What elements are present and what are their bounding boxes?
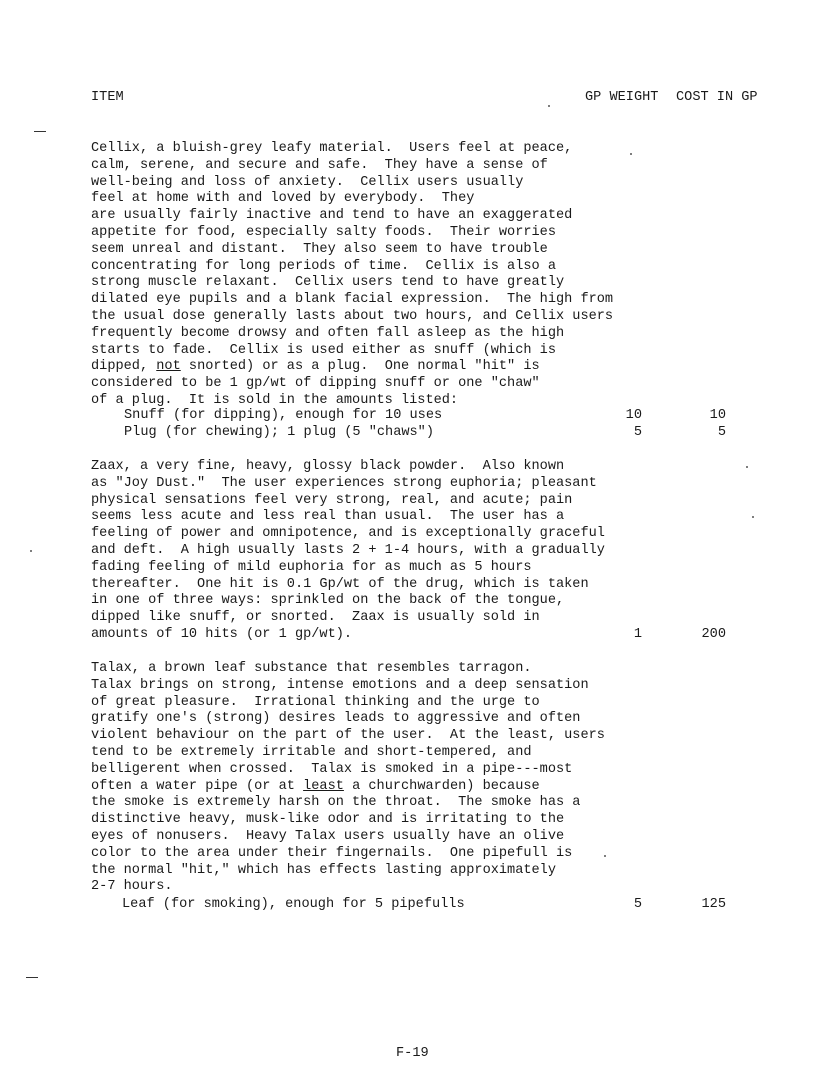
text-line: color to the area under their fingernails. One pipefull is xyxy=(91,845,573,861)
text-line: feel at home with and loved by everybody. They xyxy=(91,191,475,207)
underlined-word: least xyxy=(303,778,344,794)
text-line: feeling of power and omnipotence, and is exceptionally graceful xyxy=(91,526,605,542)
text-line: Talax, a brown leaf substance that resembles tarragon. xyxy=(91,661,532,676)
item-row xyxy=(0,408,827,425)
cost-column-header: COST IN GP xyxy=(676,90,758,105)
item-weight: 5 xyxy=(633,425,642,440)
item-row xyxy=(0,627,827,644)
text-line: distinctive heavy, musk-like odor and is irritating to the xyxy=(91,812,565,828)
text-line: fading feeling of mild euphoria for as much as 5 hours xyxy=(91,559,532,575)
text-line: starts to fade. Cellix is used either as snuff (which is xyxy=(91,342,556,358)
item-cost: 200 xyxy=(701,627,726,642)
text-line: of a plug. It is sold in the amounts listed: xyxy=(91,392,459,408)
zaax-description xyxy=(91,459,605,644)
item-column-header: ITEM xyxy=(91,90,124,105)
text-line: amounts of 10 hits (or 1 gp/wt). xyxy=(91,626,353,642)
underlined-word: not xyxy=(156,359,181,375)
text-line: and deft. A high usually lasts 2 + 1-4 hours, with a gradually xyxy=(91,542,605,558)
gp-weight-column-header: GP WEIGHT xyxy=(585,90,659,105)
scan-speck xyxy=(548,105,550,107)
text-line: concentrating for long periods of time. Cellix is also a xyxy=(91,258,556,274)
scan-mark xyxy=(34,131,46,132)
text-line: the usual dose generally lasts about two hours, and Cellix users xyxy=(91,308,614,324)
scan-speck xyxy=(30,550,32,552)
text-line: eyes of nonusers. Heavy Talax users usually have an olive xyxy=(91,828,565,844)
text-line: the smoke is extremely harsh on the throat. The smoke has a xyxy=(91,795,581,811)
scan-speck xyxy=(746,466,748,468)
text-line: Zaax, a very fine, heavy, glossy black powder. Also known xyxy=(91,459,565,474)
text-line: the normal "hit," which has effects lasting approximately xyxy=(91,862,556,878)
text-line: dipped like snuff, or snorted. Zaax is usually sold in xyxy=(91,610,540,626)
item-cost: 10 xyxy=(709,408,726,423)
item-weight: 10 xyxy=(625,408,642,423)
text-line: dipped, not snorted) or as a plug. One normal "hit" is xyxy=(91,359,540,375)
item-weight: 5 xyxy=(633,897,642,912)
text-line: gratify one's (strong) desires leads to aggressive and often xyxy=(91,711,581,727)
cellix-description xyxy=(91,141,613,410)
text-line: in one of three ways: sprinkled on the back of the tongue, xyxy=(91,593,565,609)
text-line: 2-7 hours. xyxy=(91,879,173,895)
text-line: seems less acute and less real than usual. The user has a xyxy=(91,509,565,525)
text-line: seem unreal and distant. They also seem to have trouble xyxy=(91,241,548,257)
page-number: F-19 xyxy=(396,1046,429,1061)
text-line: thereafter. One hit is 0.1 Gp/wt of the drug, which is taken xyxy=(91,576,589,592)
scan-mark xyxy=(26,977,38,978)
text-line: are usually fairly inactive and tend to have an exaggerated xyxy=(91,208,573,224)
text-line: dilated eye pupils and a blank facial expression. The high from xyxy=(91,292,614,308)
text-line: frequently become drowsy and often fall asleep as the high xyxy=(91,325,565,341)
item-description: Plug (for chewing); 1 plug (5 "chaws") xyxy=(124,425,434,440)
item-cost: 5 xyxy=(717,425,726,440)
text-line: tend to be extremely irritable and short-tempered, and xyxy=(91,744,532,760)
text-line: as "Joy Dust." The user experiences strong euphoria; pleasant xyxy=(91,475,597,491)
talax-description xyxy=(91,661,605,896)
text-line: belligerent when crossed. Talax is smoked in a pipe---most xyxy=(91,761,573,777)
text-line: often a water pipe (or at least a churchwarden) because xyxy=(91,778,540,794)
text-line: considered to be 1 gp/wt of dipping snuff or one "chaw" xyxy=(91,376,540,392)
text-line: of great pleasure. Irrational thinking and the urge to xyxy=(91,694,540,710)
item-weight: 1 xyxy=(633,627,642,642)
scan-speck xyxy=(604,855,606,857)
item-description: Leaf (for smoking), enough for 5 pipefulls xyxy=(122,897,465,912)
text-line: violent behaviour on the part of the user. At the least, users xyxy=(91,728,605,744)
scan-speck xyxy=(630,153,632,155)
item-cost: 125 xyxy=(701,897,726,912)
scan-speck xyxy=(752,516,754,518)
text-line: well-being and loss of anxiety. Cellix users usually xyxy=(91,174,524,190)
text-line: physical sensations feel very strong, real, and acute; pain xyxy=(91,492,573,508)
text-line: calm, serene, and secure and safe. They have a sense of xyxy=(91,157,548,173)
text-line: strong muscle relaxant. Cellix users tend to have greatly xyxy=(91,275,565,291)
item-row xyxy=(0,425,827,442)
text-line: appetite for food, especially salty foods. Their worries xyxy=(91,224,556,240)
text-line: Cellix, a bluish-grey leafy material. Users feel at peace, xyxy=(91,141,573,156)
item-description: Snuff (for dipping), enough for 10 uses xyxy=(124,408,443,423)
item-row xyxy=(0,897,827,914)
text-line: Talax brings on strong, intense emotions and a deep sensation xyxy=(91,677,589,693)
